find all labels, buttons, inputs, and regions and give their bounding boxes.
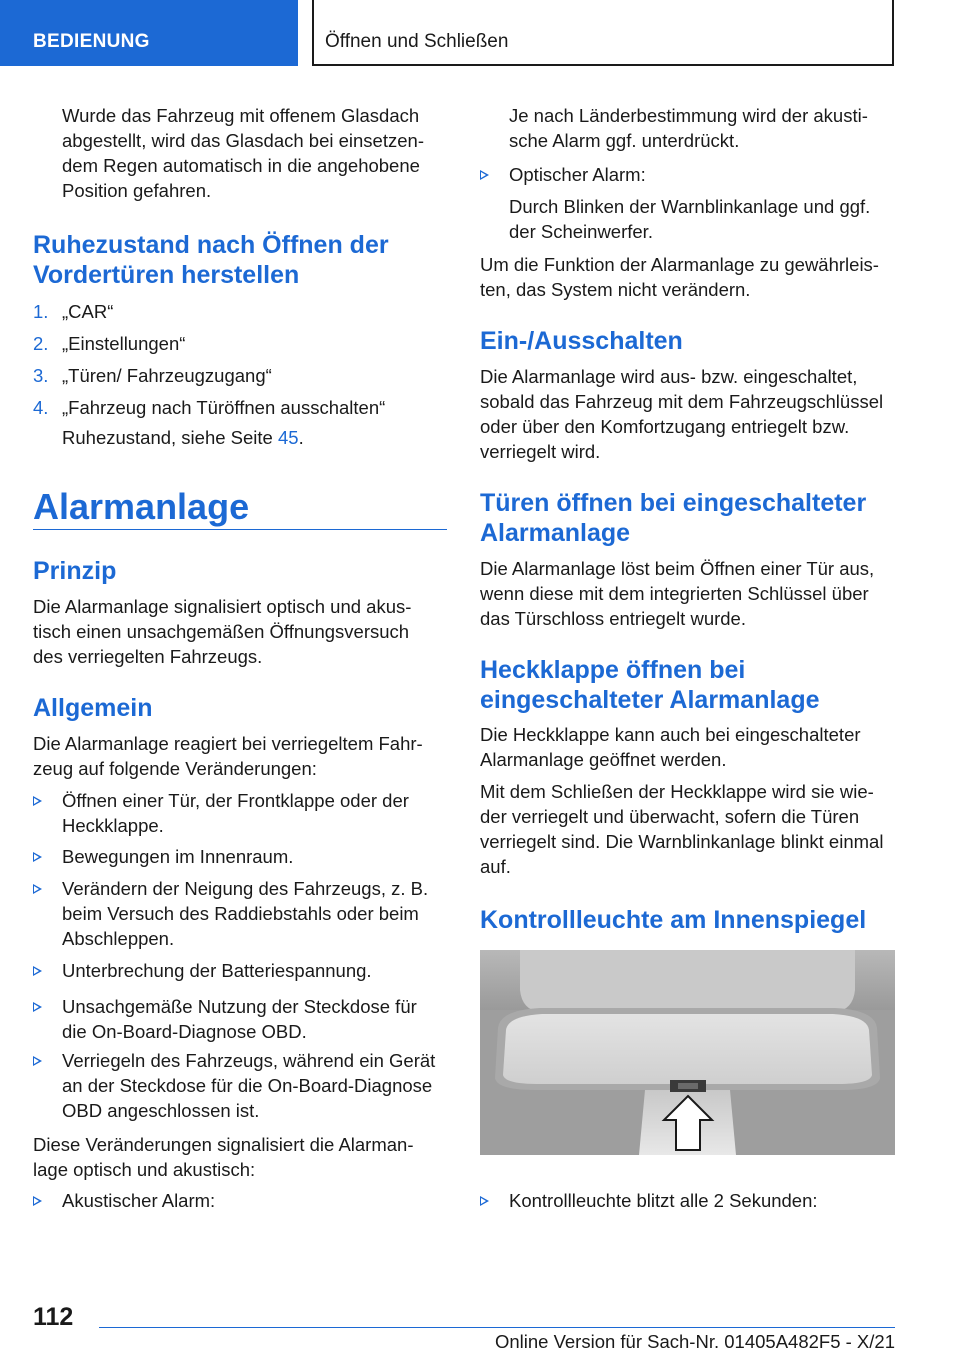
alarmanlage-title: Alarmanlage bbox=[33, 486, 250, 527]
kontrollleuchte-heading: Kontrollleuchte am Innenspiegel bbox=[480, 906, 867, 934]
bullet-triangle-icon bbox=[33, 966, 42, 976]
bullet-text: Unsachgemäße Nutzung der Steckdose für die On-Board-Diagnose OBD. bbox=[62, 996, 417, 1042]
heckklappe-heading: Heckklappe öffnen bei eingeschalteter Alarmanlage bbox=[480, 656, 820, 714]
heckklappe-text-1: Die Heckklappe kann auch bei eingeschalteter Alarmanlage geöffnet werden. bbox=[480, 724, 861, 770]
step-note bbox=[62, 425, 304, 450]
step-text: „Fahrzeug nach Türöffnen ausschalten“ bbox=[62, 397, 386, 418]
rearview-mirror-illustration bbox=[480, 950, 895, 1155]
bullet-triangle-icon bbox=[33, 1002, 42, 1012]
bullet-triangle-icon bbox=[33, 884, 42, 894]
prinzip-text: Die Alarmanlage signalisiert optisch und akus- tisch einen unsachgemäßen Öffnungsversuch des verriegelten Fahrzeugs. bbox=[33, 596, 412, 667]
akustisch-note: Je nach Länderbestimmung wird der akusti- sche Alarm ggf. unterdrückt. bbox=[509, 105, 868, 151]
header-topic: Öffnen und Schließen bbox=[312, 0, 894, 66]
bullet-text: Verriegeln des Fahrzeugs, während ein Gerät an der Steckdose für die On-Board-Diagnose OBD angeschlossen ist. bbox=[62, 1050, 436, 1121]
step-text: „CAR“ bbox=[62, 301, 114, 322]
step-note-suffix: . bbox=[298, 427, 304, 448]
step-note-prefix: Ruhezustand, siehe Seite bbox=[62, 427, 278, 448]
online-version-footer: Online Version für Sach-Nr. 01405A482F5 - X/21 bbox=[494, 1331, 895, 1352]
mirror-drawing bbox=[480, 950, 895, 1155]
optisch-note: Durch Blinken der Warnblinkanlage und ggf. der Scheinwerfer. bbox=[509, 196, 871, 242]
kontrollleuchte-bullet: Kontrollleuchte blitzt alle 2 Sekunden: bbox=[509, 1190, 818, 1211]
step-number: 1. bbox=[33, 301, 49, 322]
heckklappe-text-2: Mit dem Schließen der Heckklappe wird sie wie- der verriegelt und überwacht, sofern die Türen verriegelt sind. Die Warnblinkanlage blinkt einmal auf. bbox=[480, 781, 884, 877]
akustisch-bullet: Akustischer Alarm: bbox=[62, 1190, 216, 1211]
page-link[interactable]: 45 bbox=[277, 427, 299, 448]
bullet-text: Öffnen einer Tür, der Frontklappe oder der Heckklappe. bbox=[62, 790, 409, 836]
allgemein-text: Die Alarmanlage reagiert bei verriegeltem Fahr- zeug auf folgende Veränderungen: bbox=[33, 733, 423, 779]
tueren-heading: Türen öffnen bei eingeschalteter Alarmanlage bbox=[480, 489, 867, 547]
prinzip-heading: Prinzip bbox=[33, 557, 117, 585]
bullet-text: Verändern der Neigung des Fahrzeugs, z. B. beim Versuch des Raddiebstahls oder beim Abschleppen. bbox=[62, 878, 429, 949]
bullet-triangle-icon bbox=[33, 1196, 42, 1206]
tueren-text: Die Alarmanlage löst beim Öffnen einer Tür aus, wenn diese mit dem integrierten Schlüssel über das Türschloss entriegelt wurde. bbox=[480, 558, 875, 629]
ein-aus-heading: Ein-/Ausschalten bbox=[480, 327, 683, 355]
optisch-bullet: Optischer Alarm: bbox=[509, 164, 646, 185]
bullet-triangle-icon bbox=[33, 852, 42, 862]
bullet-triangle-icon bbox=[480, 1196, 489, 1206]
ein-aus-text: Die Alarmanlage wird aus- bzw. eingeschaltet, sobald das Fahrzeug mit dem Fahrzeugschlüssel oder über den Komfortzugang entriegelt bzw. verriegelt wird. bbox=[480, 366, 884, 462]
bullet-triangle-icon bbox=[33, 796, 42, 806]
ruhezustand-heading: Ruhezustand nach Öffnen der Vordertüren herstellen bbox=[33, 231, 389, 289]
step-text: „Türen/ Fahrzeugzugang“ bbox=[62, 365, 272, 386]
bullet-triangle-icon bbox=[480, 170, 489, 180]
allgemein-heading: Allgemein bbox=[33, 694, 153, 722]
header-section-tab: BEDIENUNG bbox=[0, 0, 298, 66]
bullet-text: Unterbrechung der Batteriespannung. bbox=[62, 960, 372, 981]
step-number: 4. bbox=[33, 397, 49, 418]
step-number: 2. bbox=[33, 333, 49, 354]
step-number: 3. bbox=[33, 365, 49, 386]
bullet-text: Bewegungen im Innenraum. bbox=[62, 846, 294, 867]
funktion-text: Um die Funktion der Alarmanlage zu gewährleis- ten, das System nicht verändern. bbox=[480, 254, 879, 300]
glasdach-intro-text: Wurde das Fahrzeug mit offenem Glasdach abgestellt, wird das Glasdach bei einsetzen- dem Regen automatisch in die angehobene Position gefahren. bbox=[62, 105, 424, 201]
footer-rule bbox=[99, 1327, 895, 1328]
page-number: 112 bbox=[33, 1303, 74, 1331]
step-text: „Einstellungen“ bbox=[62, 333, 186, 354]
title-rule bbox=[33, 529, 447, 530]
signal-text: Diese Veränderungen signalisiert die Alarman- lage optisch und akustisch: bbox=[33, 1134, 414, 1180]
bullet-triangle-icon bbox=[33, 1056, 42, 1066]
